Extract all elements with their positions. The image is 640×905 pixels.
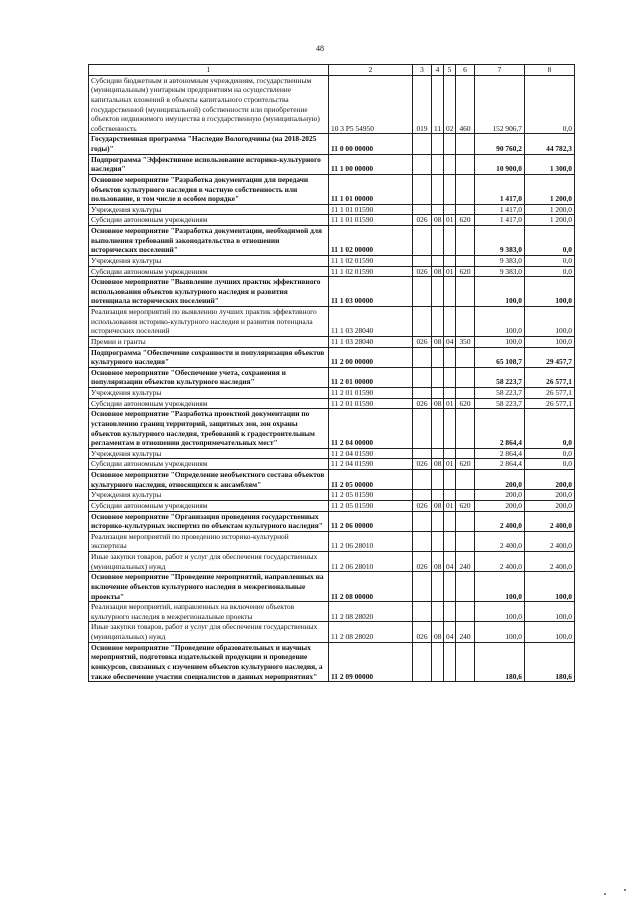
table-row	[89, 347, 575, 367]
row-code-cell: 11 2 01 01590	[329, 398, 413, 409]
row-amount-2021-cell: 0,0	[525, 75, 575, 134]
table-row	[89, 552, 575, 572]
table-row	[89, 307, 575, 337]
row-expense-type-cell	[456, 388, 475, 399]
table-row	[89, 622, 575, 642]
row-code-cell: 11 2 08 28020	[329, 602, 413, 622]
row-section-cell	[432, 367, 444, 387]
row-amount-2020-cell: 100,0	[475, 572, 525, 602]
row-name-cell: Учреждения культуры	[89, 388, 329, 399]
row-amount-2020-cell: 1 417,0	[475, 215, 525, 226]
row-subsection-cell	[444, 226, 456, 256]
row-name-cell: Иные закупки товаров, работ и услуг для обеспечения государственных (муниципальных) нужд	[89, 622, 329, 642]
row-amount-2021-cell: 200,0	[525, 490, 575, 501]
row-code-cell: 11 1 02 01590	[329, 255, 413, 266]
row-name-cell: Премии и гранты	[89, 336, 329, 347]
row-section-cell	[432, 255, 444, 266]
row-expense-type-cell	[456, 347, 475, 367]
row-name-cell: Субсидии автономным учреждениям	[89, 500, 329, 511]
table-row	[89, 134, 575, 154]
table-row	[89, 226, 575, 256]
row-name-cell: Основное мероприятие "Разработка проектной документации по установлению границ территорий, защитных зон, зон охраны объектов культурного наследия, требований к градостроительным регламентам в отношении достопримечательных мест"	[89, 409, 329, 449]
row-expense-type-cell: 620	[456, 459, 475, 470]
header-cell: 5	[444, 65, 456, 76]
row-expense-type-cell: 460	[456, 75, 475, 134]
table-row	[89, 511, 575, 531]
table-row	[89, 204, 575, 215]
row-amount-2020-cell: 1 417,0	[475, 174, 525, 204]
row-ministry-cell	[413, 511, 432, 531]
row-subsection-cell: 01	[444, 215, 456, 226]
row-name-cell: Учреждения культуры	[89, 255, 329, 266]
row-expense-type-cell	[456, 277, 475, 307]
row-expense-type-cell	[456, 226, 475, 256]
row-ministry-cell	[413, 174, 432, 204]
row-expense-type-cell: 240	[456, 552, 475, 572]
row-amount-2021-cell: 200,0	[525, 470, 575, 490]
row-ministry-cell: 026	[413, 398, 432, 409]
row-amount-2021-cell: 180,6	[525, 642, 575, 682]
row-code-cell: 11 2 04 01590	[329, 448, 413, 459]
row-section-cell	[432, 347, 444, 367]
row-amount-2020-cell: 180,6	[475, 642, 525, 682]
row-code-cell: 11 1 01 01590	[329, 215, 413, 226]
header-cell: 4	[432, 65, 444, 76]
row-expense-type-cell: 350	[456, 336, 475, 347]
row-ministry-cell	[413, 204, 432, 215]
table-row	[89, 266, 575, 277]
row-name-cell: Подпрограмма "Обеспечение сохранности и популяризация объектов культурного наследия"	[89, 347, 329, 367]
row-code-cell: 11 2 04 00000	[329, 409, 413, 449]
row-name-cell: Субсидии автономным учреждениям	[89, 215, 329, 226]
row-name-cell: Реализация мероприятий по проведению историко-культурной экспертизы	[89, 531, 329, 551]
header-cell: 1	[89, 65, 329, 76]
table-row	[89, 367, 575, 387]
row-name-cell: Основное мероприятие "Выявление лучших практик эффективного использования объектов культурного наследия и развития потенциала исторических поселений"	[89, 277, 329, 307]
table-row	[89, 531, 575, 551]
row-section-cell	[432, 572, 444, 602]
table-row	[89, 277, 575, 307]
row-expense-type-cell: 620	[456, 500, 475, 511]
header-cell: 2	[329, 65, 413, 76]
row-name-cell: Учреждения культуры	[89, 490, 329, 501]
row-subsection-cell	[444, 277, 456, 307]
row-code-cell: 11 2 09 00000	[329, 642, 413, 682]
row-subsection-cell	[444, 154, 456, 174]
table-row	[89, 398, 575, 409]
row-section-cell	[432, 226, 444, 256]
row-expense-type-cell	[456, 154, 475, 174]
row-name-cell: Субсидии автономным учреждениям	[89, 398, 329, 409]
row-expense-type-cell	[456, 307, 475, 337]
row-ministry-cell	[413, 531, 432, 551]
row-ministry-cell	[413, 277, 432, 307]
row-amount-2020-cell: 9 383,0	[475, 255, 525, 266]
row-amount-2021-cell: 100,0	[525, 622, 575, 642]
row-expense-type-cell	[456, 367, 475, 387]
row-code-cell: 11 2 05 00000	[329, 470, 413, 490]
row-name-cell: Субсидии автономным учреждениям	[89, 459, 329, 470]
row-amount-2021-cell: 2 400,0	[525, 531, 575, 551]
row-subsection-cell	[444, 602, 456, 622]
row-section-cell	[432, 409, 444, 449]
row-name-cell: Основное мероприятие "Обеспечение учета, сохранения и популяризации объектов культурного наследия"	[89, 367, 329, 387]
table-row	[89, 642, 575, 682]
row-ministry-cell: 026	[413, 459, 432, 470]
scan-speck	[624, 889, 626, 891]
table-row	[89, 500, 575, 511]
row-amount-2020-cell: 9 383,0	[475, 226, 525, 256]
row-amount-2021-cell: 1 200,0	[525, 204, 575, 215]
row-name-cell: Основное мероприятие "Разработка документации для передачи объектов культурного наследия в частную собственность или пользование, в том числе в особом порядке"	[89, 174, 329, 204]
row-ministry-cell: 026	[413, 215, 432, 226]
row-section-cell	[432, 204, 444, 215]
row-ministry-cell: 026	[413, 500, 432, 511]
row-name-cell: Основное мероприятие "Разработка документации, необходимой для выполнения требований законодательства в отношении исторических поселений"	[89, 226, 329, 256]
table-row	[89, 602, 575, 622]
row-section-cell: 08	[432, 622, 444, 642]
row-expense-type-cell	[456, 409, 475, 449]
row-expense-type-cell	[456, 134, 475, 154]
row-subsection-cell	[444, 511, 456, 531]
row-name-cell: Государственная программа "Наследие Вологодчины (на 2018-2025 годы)"	[89, 134, 329, 154]
row-amount-2021-cell: 200,0	[525, 500, 575, 511]
row-amount-2021-cell: 100,0	[525, 602, 575, 622]
row-amount-2020-cell: 1 417,0	[475, 204, 525, 215]
row-amount-2021-cell: 0,0	[525, 266, 575, 277]
row-code-cell: 11 1 00 00000	[329, 154, 413, 174]
row-ministry-cell	[413, 490, 432, 501]
row-amount-2021-cell: 100,0	[525, 307, 575, 337]
row-name-cell: Подпрограмма "Эффективное использование историко-культурного наследия"	[89, 154, 329, 174]
row-ministry-cell	[413, 642, 432, 682]
row-amount-2021-cell: 29 457,7	[525, 347, 575, 367]
table-row	[89, 448, 575, 459]
row-name-cell: Учреждения культуры	[89, 448, 329, 459]
row-ministry-cell: 026	[413, 552, 432, 572]
row-expense-type-cell	[456, 448, 475, 459]
row-amount-2020-cell: 2 400,0	[475, 552, 525, 572]
row-name-cell: Реализация мероприятий, направленных на включение объектов культурного наследия в межрегиональные проекты	[89, 602, 329, 622]
row-section-cell	[432, 134, 444, 154]
row-section-cell	[432, 388, 444, 399]
row-expense-type-cell	[456, 531, 475, 551]
row-amount-2020-cell: 100,0	[475, 622, 525, 642]
row-expense-type-cell	[456, 642, 475, 682]
row-section-cell: 08	[432, 215, 444, 226]
budget-table	[88, 64, 575, 682]
row-subsection-cell: 04	[444, 552, 456, 572]
row-name-cell: Субсидии автономным учреждениям	[89, 266, 329, 277]
row-amount-2020-cell: 100,0	[475, 277, 525, 307]
row-section-cell	[432, 154, 444, 174]
row-subsection-cell: 01	[444, 266, 456, 277]
row-expense-type-cell	[456, 204, 475, 215]
row-code-cell: 11 2 01 00000	[329, 367, 413, 387]
row-amount-2020-cell: 10 900,0	[475, 154, 525, 174]
row-subsection-cell	[444, 470, 456, 490]
row-expense-type-cell	[456, 470, 475, 490]
row-code-cell: 11 0 00 00000	[329, 134, 413, 154]
row-ministry-cell: 026	[413, 266, 432, 277]
row-name-cell: Основное мероприятие "Организация проведения государственных историко-культурных экспертиз по объектам культурного наследия"	[89, 511, 329, 531]
row-ministry-cell	[413, 226, 432, 256]
row-section-cell: 08	[432, 398, 444, 409]
row-amount-2021-cell: 1 200,0	[525, 174, 575, 204]
row-section-cell	[432, 448, 444, 459]
row-amount-2020-cell: 200,0	[475, 490, 525, 501]
row-section-cell: 08	[432, 266, 444, 277]
row-amount-2020-cell: 2 400,0	[475, 531, 525, 551]
row-ministry-cell	[413, 307, 432, 337]
row-ministry-cell	[413, 602, 432, 622]
row-amount-2021-cell: 2 400,0	[525, 511, 575, 531]
row-expense-type-cell: 240	[456, 622, 475, 642]
table-row	[89, 75, 575, 134]
row-amount-2021-cell: 26 577,1	[525, 388, 575, 399]
row-amount-2021-cell: 0,0	[525, 448, 575, 459]
row-subsection-cell	[444, 255, 456, 266]
row-amount-2020-cell: 200,0	[475, 500, 525, 511]
row-subsection-cell	[444, 307, 456, 337]
row-subsection-cell	[444, 490, 456, 501]
row-section-cell: 11	[432, 75, 444, 134]
row-expense-type-cell	[456, 572, 475, 602]
row-ministry-cell	[413, 470, 432, 490]
table-row	[89, 336, 575, 347]
row-section-cell	[432, 307, 444, 337]
table-row	[89, 174, 575, 204]
row-amount-2020-cell: 2 864,4	[475, 448, 525, 459]
row-code-cell: 11 1 02 01590	[329, 266, 413, 277]
row-code-cell: 10 3 Р5 54950	[329, 75, 413, 134]
row-amount-2021-cell: 100,0	[525, 277, 575, 307]
row-amount-2020-cell: 2 864,4	[475, 409, 525, 449]
row-ministry-cell	[413, 367, 432, 387]
row-amount-2021-cell: 100,0	[525, 572, 575, 602]
row-amount-2021-cell: 1 200,0	[525, 215, 575, 226]
row-ministry-cell	[413, 255, 432, 266]
table-header-row	[89, 65, 575, 76]
table-row	[89, 255, 575, 266]
row-amount-2020-cell: 90 760,2	[475, 134, 525, 154]
row-section-cell: 08	[432, 336, 444, 347]
row-amount-2021-cell: 0,0	[525, 226, 575, 256]
row-code-cell: 11 2 01 01590	[329, 388, 413, 399]
header-cell: 6	[456, 65, 475, 76]
header-cell: 8	[525, 65, 575, 76]
row-amount-2020-cell: 152 906,7	[475, 75, 525, 134]
row-code-cell: 11 2 06 28010	[329, 552, 413, 572]
row-ministry-cell	[413, 572, 432, 602]
row-amount-2020-cell: 58 223,7	[475, 388, 525, 399]
row-ministry-cell	[413, 347, 432, 367]
row-name-cell: Учреждения культуры	[89, 204, 329, 215]
row-code-cell: 11 1 03 28040	[329, 307, 413, 337]
row-name-cell: Реализация мероприятий по выявлению лучших практик эффективного использования историко-культурного наследия и развития потенциала исторических поселений	[89, 307, 329, 337]
row-subsection-cell	[444, 572, 456, 602]
row-subsection-cell: 02	[444, 75, 456, 134]
row-name-cell: Основное мероприятие "Определение необъектного состава объектов культурного наследия, относящихся к ансамблям"	[89, 470, 329, 490]
row-amount-2021-cell: 0,0	[525, 459, 575, 470]
table-row	[89, 388, 575, 399]
row-amount-2021-cell: 26 577,1	[525, 398, 575, 409]
row-code-cell: 11 2 06 00000	[329, 511, 413, 531]
row-expense-type-cell	[456, 490, 475, 501]
row-amount-2020-cell: 9 383,0	[475, 266, 525, 277]
row-amount-2021-cell: 2 400,0	[525, 552, 575, 572]
row-ministry-cell	[413, 448, 432, 459]
row-section-cell	[432, 277, 444, 307]
row-subsection-cell	[444, 347, 456, 367]
row-subsection-cell: 04	[444, 336, 456, 347]
row-amount-2020-cell: 2 864,4	[475, 459, 525, 470]
row-section-cell	[432, 470, 444, 490]
row-expense-type-cell	[456, 255, 475, 266]
row-code-cell: 11 2 05 01590	[329, 490, 413, 501]
row-subsection-cell	[444, 388, 456, 399]
row-section-cell	[432, 490, 444, 501]
row-expense-type-cell: 620	[456, 266, 475, 277]
table-row	[89, 215, 575, 226]
row-section-cell	[432, 642, 444, 682]
row-amount-2021-cell: 44 782,3	[525, 134, 575, 154]
row-section-cell	[432, 511, 444, 531]
table-row	[89, 409, 575, 449]
row-ministry-cell: 026	[413, 622, 432, 642]
row-subsection-cell: 01	[444, 500, 456, 511]
row-subsection-cell	[444, 409, 456, 449]
row-section-cell	[432, 602, 444, 622]
row-code-cell: 11 2 08 28020	[329, 622, 413, 642]
row-code-cell: 11 2 05 01590	[329, 500, 413, 511]
row-subsection-cell	[444, 531, 456, 551]
table-row	[89, 154, 575, 174]
row-section-cell: 08	[432, 459, 444, 470]
row-code-cell: 11 1 02 00000	[329, 226, 413, 256]
row-subsection-cell	[444, 448, 456, 459]
row-section-cell: 08	[432, 552, 444, 572]
row-subsection-cell: 04	[444, 622, 456, 642]
table-row	[89, 490, 575, 501]
row-amount-2020-cell: 2 400,0	[475, 511, 525, 531]
row-code-cell: 11 2 06 28010	[329, 531, 413, 551]
header-cell: 3	[413, 65, 432, 76]
row-amount-2020-cell: 100,0	[475, 336, 525, 347]
row-ministry-cell	[413, 134, 432, 154]
row-name-cell: Иные закупки товаров, работ и услуг для обеспечения государственных (муниципальных) нужд	[89, 552, 329, 572]
table-row	[89, 572, 575, 602]
row-expense-type-cell: 620	[456, 215, 475, 226]
row-amount-2020-cell: 100,0	[475, 602, 525, 622]
row-subsection-cell	[444, 642, 456, 682]
row-subsection-cell	[444, 174, 456, 204]
row-amount-2020-cell: 200,0	[475, 470, 525, 490]
row-name-cell: Основное мероприятие "Проведение мероприятий, направленных на включение объектов культурного наследия в межрегиональные проекты"	[89, 572, 329, 602]
row-subsection-cell: 01	[444, 459, 456, 470]
row-subsection-cell	[444, 367, 456, 387]
row-ministry-cell: 019	[413, 75, 432, 134]
row-ministry-cell: 026	[413, 336, 432, 347]
row-code-cell: 11 2 00 00000	[329, 347, 413, 367]
row-name-cell: Основное мероприятие "Проведение образовательных и научных мероприятий, подготовка издательской продукции и проведение конкурсов, связанных с изучением объектов культурного наследия, а также обеспечение участия специалистов в данных мероприятиях"	[89, 642, 329, 682]
row-ministry-cell	[413, 409, 432, 449]
row-section-cell	[432, 174, 444, 204]
row-ministry-cell	[413, 154, 432, 174]
row-code-cell: 11 1 01 01590	[329, 204, 413, 215]
row-name-cell: Субсидии бюджетным и автономным учреждениям, государственным (муниципальным) унитарным предприятиям на осуществление капитальных вложений в объекты капитального строительства государственной (муниципальной) собственности или приобретение объектов недвижимого имущества в государственную (муниципальную) собственность	[89, 75, 329, 134]
row-expense-type-cell	[456, 602, 475, 622]
row-section-cell	[432, 531, 444, 551]
row-code-cell: 11 1 03 28040	[329, 336, 413, 347]
row-code-cell: 11 2 08 00000	[329, 572, 413, 602]
row-subsection-cell: 01	[444, 398, 456, 409]
scan-speck	[604, 893, 606, 895]
row-amount-2020-cell: 58 223,7	[475, 367, 525, 387]
row-section-cell: 08	[432, 500, 444, 511]
row-code-cell: 11 2 04 01590	[329, 459, 413, 470]
page-number: 48	[316, 44, 324, 53]
row-amount-2021-cell: 1 300,0	[525, 154, 575, 174]
row-amount-2021-cell: 0,0	[525, 255, 575, 266]
row-expense-type-cell	[456, 511, 475, 531]
row-expense-type-cell: 620	[456, 398, 475, 409]
row-amount-2020-cell: 58 223,7	[475, 398, 525, 409]
table-row	[89, 470, 575, 490]
row-ministry-cell	[413, 388, 432, 399]
row-code-cell: 11 1 01 00000	[329, 174, 413, 204]
header-cell: 7	[475, 65, 525, 76]
row-amount-2020-cell: 65 108,7	[475, 347, 525, 367]
row-subsection-cell	[444, 134, 456, 154]
row-amount-2021-cell: 26 577,1	[525, 367, 575, 387]
row-expense-type-cell	[456, 174, 475, 204]
row-code-cell: 11 1 03 00000	[329, 277, 413, 307]
row-subsection-cell	[444, 204, 456, 215]
row-amount-2021-cell: 100,0	[525, 336, 575, 347]
table-row	[89, 459, 575, 470]
row-amount-2021-cell: 0,0	[525, 409, 575, 449]
row-amount-2020-cell: 100,0	[475, 307, 525, 337]
